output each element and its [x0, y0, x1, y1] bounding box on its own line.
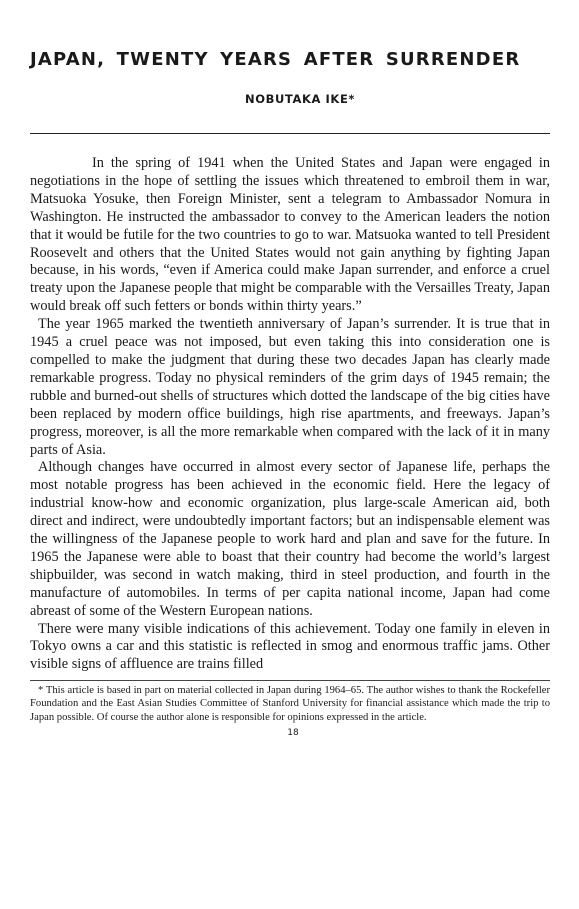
body-paragraph: There were many visible indications of this achievement. Today one family in eleven in Tokyo owns a car and this statistic is reflected in smog and enormous traffic jams. Other visible signs of affluence are trains filled [30, 620, 550, 673]
article-author: NOBUTAKA IKE* [244, 92, 356, 106]
author-footnote: * This article is based in part on material collected in Japan during 1964–65. The author wishes to thank the Rockefeller Foundation and the East Asian Studies Committee of Stanford University for financial assistance which made the trip to Japan possible. Of course the author alone is responsible for opinions expressed in the article. [30, 685, 550, 723]
body-paragraph: Although changes have occurred in almost every sector of Japanese life, perhaps the most notable progress has been achieved in the economic field. Here the legacy of industrial know-how and economic organization, plus large-scale American aid, both direct and indirect, were undoubtedly important factors; but an indispensable element was the willingness of the Japanese people to work hard and plan and save for the future. In 1965 the Japanese were able to boast that their country had become the world’s largest shipbuilder, was second in watch making, third in steel production, and fourth in the manufacture of automobiles. In terms of per capita national income, Japan had come abreast of some of the Western European nations. [30, 459, 550, 619]
article-title: JAPAN, TWENTY YEARS AFTER SURRENDER [30, 49, 521, 70]
body-paragraph: In the spring of 1941 when the United States and Japan were engaged in negotiations in the hope of settling the issues which threatened to embroil them in war, Matsuoka Yosuke, then Foreign Minister, sent a telegram to Ambassador Nomura in Washington. He instructed the ambassador to convey to the American leaders the notion that it would be futile for the two countries to go to war. Matsuoka wanted to tell President Roosevelt and others that the United States would not gain anything by fighting Japan because, in his words, “even if America could make Japan surrender, and enforce a cruel treaty upon the Japanese people that might be comparable with the Versailles Treaty, Japan would break off such fetters or bonds within thirty years.” [30, 155, 550, 315]
article-page [30, 48, 550, 738]
body-paragraph: The year 1965 marked the twentieth anniversary of Japan’s surrender. It is true that in 1945 a cruel peace was not imposed, but even taking this into consideration one is compelled to make the judgment that during these two decades Japan has clearly made remarkable progress. Today no physical reminders of the grim days of 1945 remain; the rubble and burned-out shells of structures which dotted the landscape of the big cities have been replaced by modern office buildings, high rise apartments, and freeways. Japan’s progress, moreover, is all the more remarkable when compared with the lack of it in many parts of Asia. [30, 316, 550, 458]
article-body [30, 155, 550, 674]
page-number: 18 [287, 727, 299, 738]
title-divider [30, 133, 550, 134]
footnote-divider [30, 680, 550, 681]
